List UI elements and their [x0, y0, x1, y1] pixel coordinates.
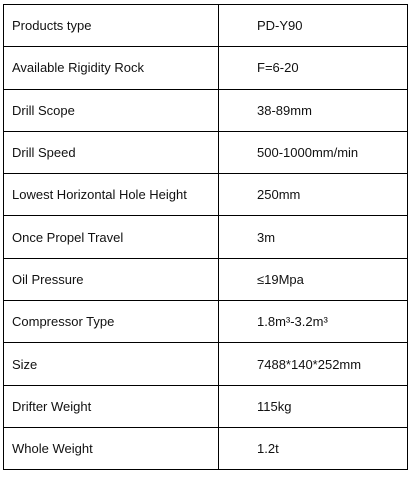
spec-label: Drifter Weight: [4, 385, 219, 427]
table-row: [4, 89, 408, 131]
spec-label: Whole Weight: [4, 427, 219, 469]
table-row: [4, 343, 408, 385]
spec-value: F=6-20: [219, 47, 408, 89]
spec-value: 1.2t: [219, 427, 408, 469]
spec-table-body: [4, 5, 408, 470]
spec-value: 3m: [219, 216, 408, 258]
table-row: [4, 427, 408, 469]
spec-value: 38-89mm: [219, 89, 408, 131]
table-row: [4, 131, 408, 173]
spec-label: Compressor Type: [4, 301, 219, 343]
spec-label: Size: [4, 343, 219, 385]
spec-value: PD-Y90: [219, 5, 408, 47]
spec-table: [3, 4, 408, 470]
spec-value: 7488*140*252mm: [219, 343, 408, 385]
table-row: [4, 47, 408, 89]
spec-label: Drill Scope: [4, 89, 219, 131]
spec-label: Drill Speed: [4, 131, 219, 173]
spec-value: 1.8m³-3.2m³: [219, 301, 408, 343]
table-row: [4, 5, 408, 47]
spec-value: 115kg: [219, 385, 408, 427]
spec-label: Once Propel Travel: [4, 216, 219, 258]
spec-label: Oil Pressure: [4, 258, 219, 300]
spec-label: Available Rigidity Rock: [4, 47, 219, 89]
table-row: [4, 174, 408, 216]
spec-label: Lowest Horizontal Hole Height: [4, 174, 219, 216]
spec-value: ≤19Mpa: [219, 258, 408, 300]
table-row: [4, 385, 408, 427]
spec-value: 250mm: [219, 174, 408, 216]
table-row: [4, 216, 408, 258]
table-row: [4, 301, 408, 343]
spec-label: Products type: [4, 5, 219, 47]
table-row: [4, 258, 408, 300]
spec-value: 500-1000mm/min: [219, 131, 408, 173]
